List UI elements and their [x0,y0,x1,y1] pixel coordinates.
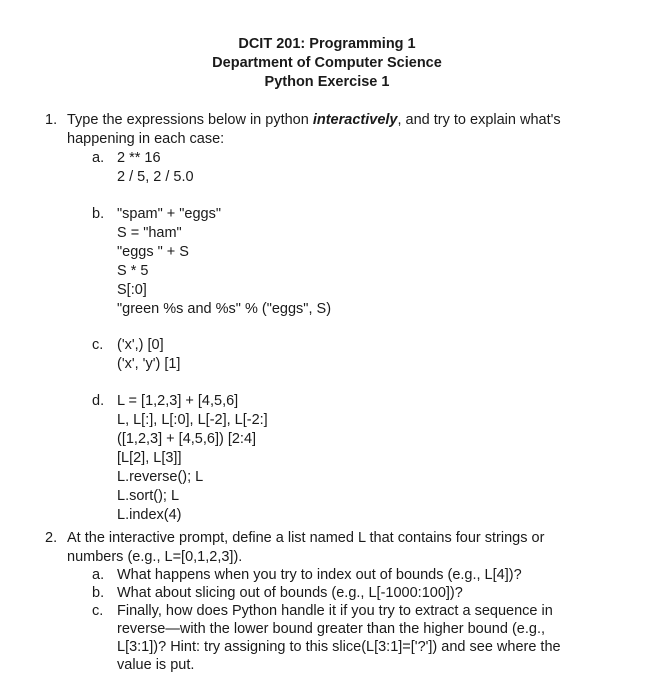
q1c-line: ('x',) [0] [117,337,164,353]
q2c-label: c. [92,603,104,619]
q1b-line: "spam" + "eggs" [117,206,222,222]
q1b-label: b. [92,206,105,222]
q1a-line: 2 / 5, 2 / 5.0 [117,169,194,185]
q1c-line: ('x', 'y') [1] [117,356,181,372]
question-1-emphasis: interactively [312,112,398,128]
q2b-label: b. [92,585,105,601]
q1a-line: 2 ** 16 [117,150,161,166]
q2c-line: value is put. [117,657,195,673]
q2a-label: a. [92,567,105,583]
q2a-line: What happens when you try to index out of bounds (e.g., L[4])? [117,567,522,583]
q2b-line: What about slicing out of bounds (e.g., L[-1000:100])? [117,585,463,601]
q1c-label: c. [92,337,104,353]
q1d-line: L, L[:], L[:0], L[-2], L[-2:] [117,412,268,428]
q2c-line: Finally, how does Python handle it if you try to extract a sequence in [117,603,553,619]
question-1-text-line2: happening in each case: [67,131,225,147]
q1d-line: L.reverse(); L [117,469,204,485]
q1b-line: "eggs " + S [117,244,189,260]
q1d-line: L = [1,2,3] + [4,5,6] [117,393,239,409]
q1b-line: S * 5 [117,263,149,279]
q2c-line: reverse—with the lower bound greater than the higher bound (e.g., [117,621,546,637]
q1d-line: L.sort(); L [117,488,180,504]
q1b-line: S[:0] [117,282,147,298]
question-1-text-line1 [67,112,561,128]
question-2-number: 2. [45,530,58,546]
department-title: Department of Computer Science [212,55,442,71]
q1b-line: "green %s and %s" % ("eggs", S) [117,301,332,317]
exercise-title: Python Exercise 1 [264,74,390,90]
question-2-text-line1: At the interactive prompt, define a list named L that contains four strings or [67,530,545,546]
q1d-line: L.index(4) [117,507,182,523]
course-title: DCIT 201: Programming 1 [238,36,416,52]
question-1-text-b: , and try to explain what's [397,112,561,128]
question-2-text-line2: numbers (e.g., L=[0,1,2,3]). [67,549,243,565]
q2c-line: L[3:1])? Hint: try assigning to this slice(L[3:1]=['?']) and see where the [117,639,561,655]
q1d-line: ([1,2,3] + [4,5,6]) [2:4] [117,431,257,447]
question-1-text-a: Type the expressions below in python [67,112,313,128]
q1a-label: a. [92,150,105,166]
q1d-line: [L[2], L[3]] [117,450,182,466]
q1d-label: d. [92,393,105,409]
q1b-line: S = "ham" [117,225,182,241]
question-1-number: 1. [45,112,58,128]
